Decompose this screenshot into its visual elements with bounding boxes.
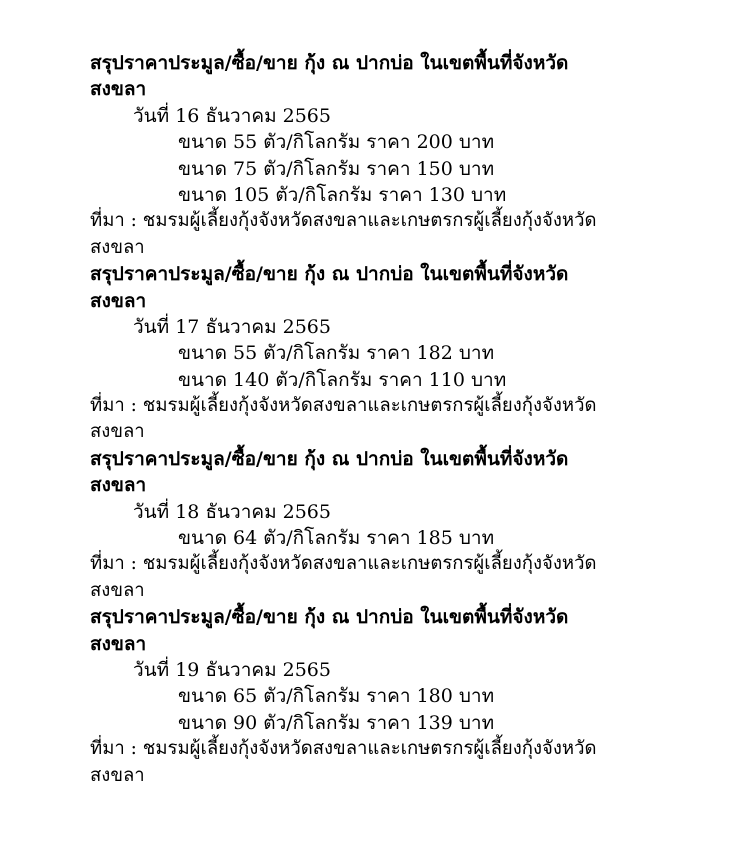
daily-report-section [90, 261, 730, 446]
report-date: วันที่ 16 ธันวาคม 2565 [133, 104, 331, 127]
price-line: ขนาด 55 ตัว/กิโลกรัม ราคา 200 บาท [178, 131, 495, 154]
source-note-province: สงขลา [90, 236, 145, 258]
report-date: วันที่ 17 ธันวาคม 2565 [133, 315, 331, 338]
source-note-province: สงขลา [90, 421, 145, 443]
source-note-province: สงขลา [90, 579, 145, 601]
daily-report-section [90, 446, 730, 604]
report-heading: สรุปราคาประมูล/ซื้อ/ขาย กุ้ง ณ ปากบ่อ ในเขตพื้นที่จังหวัด [90, 263, 569, 286]
price-line: ขนาด 65 ตัว/กิโลกรัม ราคา 180 บาท [178, 685, 495, 708]
price-line: ขนาด 105 ตัว/กิโลกรัม ราคา 130 บาท [178, 183, 507, 206]
source-note: ที่มา : ชมรมผู้เลี้ยงกุ้งจังหวัดสงขลาและเกษตรกรผู้เลี้ยงกุ้งจังหวัด [90, 395, 597, 417]
price-line: ขนาด 140 ตัว/กิโลกรัม ราคา 110 บาท [178, 368, 507, 391]
source-note: ที่มา : ชมรมผู้เลี้ยงกุ้งจังหวัดสงขลาและเกษตรกรผู้เลี้ยงกุ้งจังหวัด [90, 210, 597, 232]
daily-report-section [90, 604, 730, 789]
price-line: ขนาด 90 ตัว/กิโลกรัม ราคา 139 บาท [178, 711, 495, 734]
price-line: ขนาด 64 ตัว/กิโลกรัม ราคา 185 บาท [178, 527, 495, 550]
price-report-document [90, 50, 730, 789]
source-note: ที่มา : ชมรมผู้เลี้ยงกุ้งจังหวัดสงขลาและเกษตรกรผู้เลี้ยงกุ้งจังหวัด [90, 738, 597, 760]
report-heading: สรุปราคาประมูล/ซื้อ/ขาย กุ้ง ณ ปากบ่อ ในเขตพื้นที่จังหวัด [90, 606, 569, 629]
report-heading: สรุปราคาประมูล/ซื้อ/ขาย กุ้ง ณ ปากบ่อ ในเขตพื้นที่จังหวัด [90, 447, 569, 470]
price-line: ขนาด 55 ตัว/กิโลกรัม ราคา 182 บาท [178, 342, 495, 365]
daily-report-section [90, 50, 730, 261]
report-heading-province: สงขลา [90, 632, 147, 655]
report-date: วันที่ 18 ธันวาคม 2565 [133, 500, 331, 523]
report-heading-province: สงขลา [90, 78, 147, 101]
report-heading: สรุปราคาประมูล/ซื้อ/ขาย กุ้ง ณ ปากบ่อ ในเขตพื้นที่จังหวัด [90, 52, 569, 74]
report-heading-province: สงขลา [90, 289, 147, 312]
source-note-province: สงขลา [90, 764, 145, 786]
price-line: ขนาด 75 ตัว/กิโลกรัม ราคา 150 บาท [178, 157, 495, 180]
source-note: ที่มา : ชมรมผู้เลี้ยงกุ้งจังหวัดสงขลาและเกษตรกรผู้เลี้ยงกุ้งจังหวัด [90, 553, 597, 575]
report-heading-province: สงขลา [90, 474, 147, 497]
report-date: วันที่ 19 ธันวาคม 2565 [133, 658, 331, 681]
